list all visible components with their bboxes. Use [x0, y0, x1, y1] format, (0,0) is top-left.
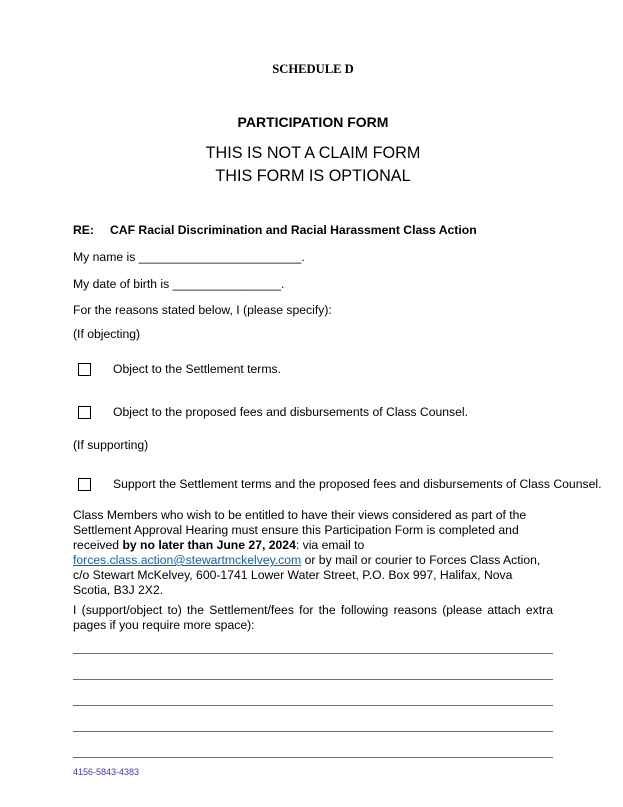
supporting-group-header: (If supporting)	[73, 438, 149, 452]
re-label: RE:	[73, 223, 94, 237]
name-field-blank[interactable]: ________________________	[138, 250, 302, 264]
name-field-suffix: .	[301, 250, 305, 264]
schedule-heading: SCHEDULE D	[272, 62, 354, 76]
writing-lines-area	[73, 633, 553, 758]
deadline-text-before-bold: Class Members who wish to be entitled to have their views considered as part of the Settlement Approval Hearing must ensure this Participation Form is completed and received	[73, 508, 527, 552]
email-link[interactable]: forces.class.action@stewartmckelvey.com	[73, 553, 302, 567]
reasons-intro: For the reasons stated below, I (please specify):	[73, 303, 332, 317]
name-field-label: My name is	[73, 250, 139, 264]
dob-field-suffix: .	[281, 277, 285, 291]
support-settlement-label: Support the Settlement terms and the proposed fees and disbursements of Class Counsel.	[113, 477, 602, 491]
object-fees-row	[73, 405, 553, 420]
objecting-group-header: (If objecting)	[73, 327, 141, 341]
support-settlement-checkbox[interactable]	[78, 478, 91, 491]
notice-line-2: THIS FORM IS OPTIONAL	[215, 167, 411, 185]
support-settlement-row	[73, 477, 602, 492]
dob-field-label: My date of birth is	[73, 277, 173, 291]
re-subject: CAF Racial Discrimination and Racial Harassment Class Action	[110, 223, 477, 237]
document-id: 4156-5843-4383	[73, 767, 140, 777]
deadline-bold-date: by no later than June 27, 2024	[122, 538, 296, 552]
deadline-text-after-link: or by mail or courier to Forces Class Action, c/o Stewart McKelvey, 600-1741 Lower Water Street, P.O. Box 997, Halifax, Nova Scotia, B3J 2X2.	[73, 553, 541, 597]
re-line	[73, 222, 553, 238]
writing-line	[73, 680, 553, 706]
deadline-text-after-bold: : via email to	[295, 538, 365, 552]
reasons-statement: I (support/object to) the Settlement/fees for the following reasons (please attach extra pages if you require more space):	[73, 603, 553, 632]
object-fees-label: Object to the proposed fees and disbursements of Class Counsel.	[113, 405, 468, 419]
object-fees-checkbox[interactable]	[78, 406, 91, 419]
form-title: PARTICIPATION FORM	[237, 114, 389, 130]
notice-heading	[73, 142, 553, 188]
writing-line	[73, 654, 553, 680]
writing-line	[73, 732, 553, 758]
name-field-line	[73, 250, 553, 265]
object-settlement-row	[73, 362, 553, 377]
writing-line	[73, 706, 553, 732]
dob-field-line	[73, 277, 553, 292]
dob-field-blank[interactable]: ________________	[172, 277, 282, 291]
object-settlement-label: Object to the Settlement terms.	[113, 362, 281, 376]
deadline-paragraph	[73, 508, 553, 598]
object-settlement-checkbox[interactable]	[78, 363, 91, 376]
notice-line-1: THIS IS NOT A CLAIM FORM	[205, 144, 421, 162]
writing-line	[73, 633, 553, 654]
